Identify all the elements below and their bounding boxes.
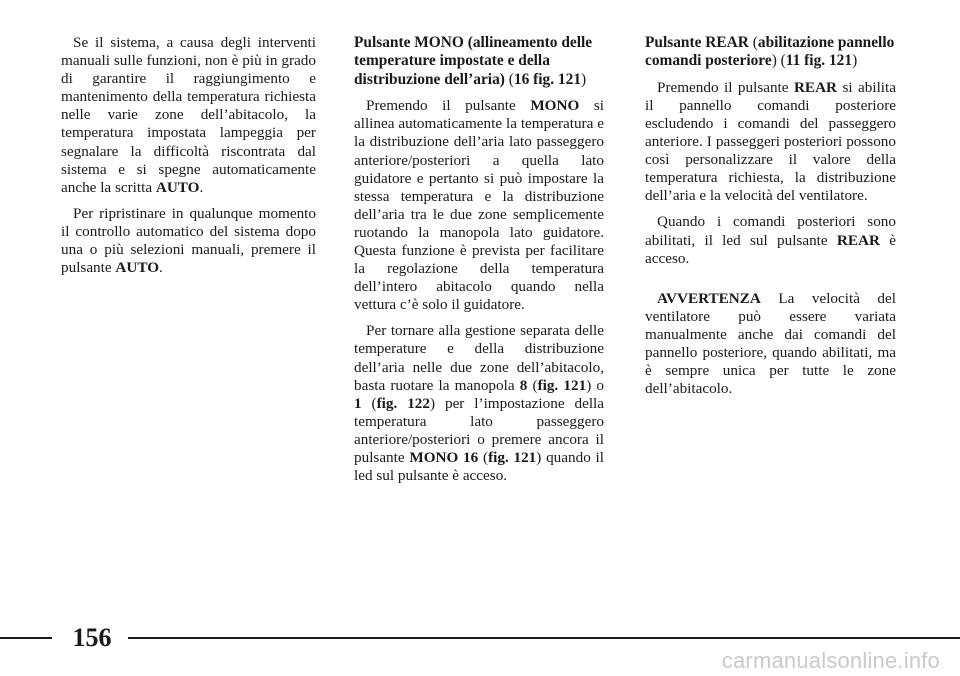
paragraph-system-warning [61,34,316,197]
footer-rule-right [128,637,960,639]
text-run: Premendo il pulsante [657,78,794,96]
heading-paren: ) [581,70,587,88]
knob-ref: 1 [354,394,362,412]
paragraph-rear-led [645,213,896,267]
text-run: ( [361,394,377,412]
text-run: La velocità del ventilatore può essere variata manualmente anche dai comandi del pannello posteriore, quando abilitati, ma è sempre unica per tutte le zone dell’abitacolo. [645,289,896,398]
text-run: ) quando il led sul pulsante è acceso. [354,449,604,485]
paragraph-rear-function [645,79,896,206]
punctuation: . [199,178,204,196]
heading-paren: ) ( [771,52,786,70]
text-run: ( [527,376,538,394]
text-run: Per tornare alla gestione separata delle temperature e della distribuzione dell’aria nelle due zone dell’abitacolo, basta ruotare la manopola [354,322,604,394]
text-run: ) o [586,376,605,394]
auto-keyword: AUTO [115,259,160,277]
warning-label: AVVERTENZA [657,289,761,307]
figure-ref: fig. 122 [376,394,430,412]
footer-rule-left [0,637,52,639]
text-run: si abilita il pannello comandi posteriore escludendo i comandi del passeggero anteriore. I passeggeri posteriori possono così personalizzare il valore della temperatura richiesta, la distribuzione dell’aria e la velocità del ventilatore. [645,78,896,205]
paragraph-text: Per ripristinare in qualunque momento il controllo automatico del sistema dopo una o più selezioni manuali, premere il pulsante [61,204,316,277]
section-heading-mono [354,34,604,89]
paragraph-mono-return [354,322,604,485]
text-column-right [645,34,896,398]
text-run: ( [478,449,489,466]
text-run: si allinea automaticamente la temperatura e la distribuzione dell’aria lato passeggero anteriore/posteriori a quella lato guidatore e pertanto si può impostare la stessa temperatura e la distribuzione dell’aria tra le due zone semplicemente ruotando la manopola lato guidatore. Questa funzione è prevista per facilitare la regolazione della temperatura dell’intero abitacolo quando nella vettura c’è solo il guidatore. [354,97,604,314]
paragraph-restore-auto [61,205,316,277]
button-ref: MONO 16 [409,449,479,466]
heading-figure-ref: 11 fig. 121 [785,52,853,70]
rear-keyword: REAR [836,231,880,249]
heading-paren: ( [748,34,758,51]
heading-subtitle: abilitazione pannello comandi posteriore [645,34,895,70]
figure-ref: fig. 121 [488,449,537,466]
text-column-middle [354,34,604,485]
heading-title: Pulsante REAR [645,34,749,51]
text-run: Quando i comandi posteriori sono abilitati, il led sul pulsante [645,213,896,249]
figure-ref: fig. 121 [537,376,587,394]
section-heading-rear [645,34,896,71]
text-run: è acceso. [645,231,896,267]
page-number: 156 [72,623,112,652]
punctuation: . [159,259,163,277]
heading-title: Pulsante MONO (allineamento delle temperature impostate e della distribuzione dell’aria) [354,34,593,88]
heading-figure-ref: 16 fig. 121 [513,70,582,88]
text-run: Premendo il pulsante [366,97,531,115]
paragraph-text: Se il sistema, a causa degli interventi manuali sulle funzioni, non è più in grado di garantire il raggiungimento e mantenimento della temperatura richiesta nelle varie zone dell’abitacolo, la temperatura impostata lampeggia per segnalare la difficoltà riscontrata dal sistema e si spegne automaticamente anche la scritta [61,34,316,196]
mono-keyword: MONO [530,97,580,115]
paragraph-mono-function [354,97,604,314]
rear-keyword: REAR [793,78,838,96]
text-run: ) per l’impostazione della temperatura lato passeggero anteriore/posteriori o premere ancora il pulsante [354,394,605,466]
paragraph-warning [645,290,896,399]
watermark: carmanualsonline.info [721,648,940,673]
heading-paren: ) [852,52,858,70]
knob-ref: 8 [519,376,528,394]
text-column-left [61,34,316,277]
auto-keyword: AUTO [155,178,200,196]
heading-paren: ( [504,70,514,88]
